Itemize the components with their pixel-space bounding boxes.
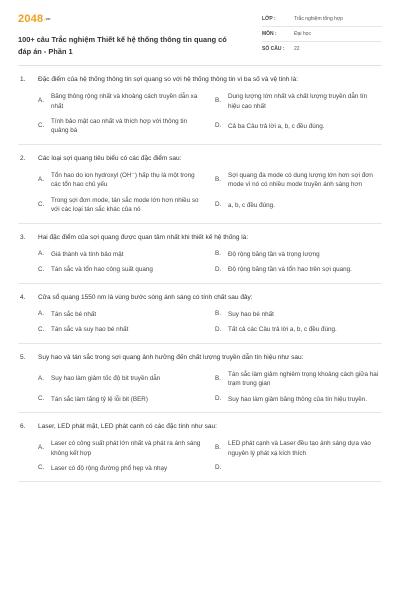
option-letter: B. (215, 310, 221, 318)
answer-options (20, 370, 380, 404)
question-number: 3. (20, 233, 26, 241)
logo-sub: .vn (44, 16, 51, 22)
document-header (18, 12, 382, 66)
answer-option[interactable] (215, 310, 380, 319)
option-letter: A. (38, 175, 44, 183)
option-letter: D. (215, 265, 222, 273)
option-letter: C. (38, 464, 45, 472)
option-text: LED phát cạnh và Laser đều tạo ánh sáng dựa vào nguyên lý phát xạ kích thích (228, 440, 371, 457)
answer-option[interactable] (215, 439, 380, 458)
option-text: Laser có công suất phát lớn nhất và phát ra ánh sáng không kết hợp (51, 440, 201, 457)
question-header (20, 293, 380, 302)
meta-box (262, 12, 382, 57)
logo-main: 2048 (18, 13, 44, 25)
option-letter: C. (38, 200, 45, 208)
question-number: 4. (20, 293, 26, 301)
option-text: Tính bảo mật cao nhất và thích hợp với thông tin quảng bá (51, 117, 188, 135)
header-left (18, 12, 238, 57)
question-header (20, 422, 380, 431)
question-text: Hai đặc điểm của sợi quang được quan tâm nhất khi thiết kế hệ thống là: (38, 233, 249, 241)
site-logo[interactable] (18, 12, 238, 27)
option-text: Tán sắc bé nhất (51, 310, 97, 318)
question-text: Cửa sổ quang 1550 nm là vùng bước sóng ánh sáng có tính chất sau đây: (38, 293, 253, 301)
option-text: Tán sắc và suy hao bé nhất (51, 326, 129, 334)
option-text: Sợi quang đa mode có dung lượng lớn hơn sợi đơn mode vì nó có nhiều mode truyền ánh sáng hơn (228, 171, 373, 189)
question-item (18, 145, 382, 224)
question-header (20, 353, 380, 362)
option-letter: A. (38, 374, 44, 382)
question-list (18, 66, 382, 482)
option-text: Giá thành và tính bảo mật (51, 250, 124, 258)
option-text: Suy hao làm giảm băng thông của tín hiệu truyền. (228, 395, 367, 403)
option-text: Độ rộng băng tần và trọng lượng (228, 250, 320, 258)
answer-option[interactable] (38, 117, 203, 136)
answer-option[interactable] (38, 250, 203, 259)
answer-options (20, 439, 380, 473)
answer-option[interactable] (215, 395, 380, 404)
question-item (18, 224, 382, 284)
option-text: a, b, c đều đúng. (228, 201, 275, 209)
answer-option[interactable] (215, 171, 380, 190)
option-text: Laser có độ rộng đường phổ hẹp và nhạy (51, 465, 168, 472)
meta-row-class (262, 12, 382, 27)
option-letter: A. (38, 444, 44, 452)
question-text: Các loại sợi quang tiêu biểu có các đặc điểm sau: (38, 154, 182, 162)
option-letter: C. (38, 122, 45, 129)
answer-option[interactable] (215, 250, 380, 259)
answer-option[interactable] (38, 171, 203, 190)
page-title: 100+ câu Trắc nghiệm Thiết kế hệ thống thông tin quang có đáp án - Phần 1 (18, 35, 227, 56)
option-text: Tổn hao do ion hydroxyl (OH⁻) hấp thụ là một trong các tổn hao chủ yếu (51, 171, 195, 189)
option-letter: B. (215, 97, 221, 105)
meta-value: Trắc nghiệm tổng hợp (294, 15, 343, 22)
question-header (20, 75, 380, 84)
answer-options (20, 310, 380, 335)
question-header (20, 154, 380, 163)
answer-option[interactable] (215, 265, 380, 274)
answer-option[interactable] (215, 196, 380, 215)
option-text: Tán sắc làm tăng tỷ lệ lỗi bit (BER) (51, 395, 148, 403)
option-letter: B. (215, 444, 221, 452)
option-text: Độ rộng băng tần và tổn hao trên sợi quang. (228, 266, 352, 274)
option-letter: D. (215, 325, 222, 333)
option-letter: D. (215, 200, 222, 208)
question-item (18, 284, 382, 344)
answer-option[interactable] (215, 325, 380, 334)
question-text: Đặc điểm của hệ thống thông tin sợi quang so với hệ thống thông tin vi ba số và vệ tinh là: (38, 76, 299, 83)
answer-options (20, 171, 380, 215)
meta-label: MÔN : (262, 30, 277, 37)
question-header (20, 233, 380, 242)
option-text: Suy hao bé nhất (228, 310, 274, 318)
option-letter: B. (215, 175, 221, 183)
answer-option[interactable] (215, 464, 380, 473)
option-letter: D. (215, 394, 222, 402)
meta-label: SỐ CÂU : (262, 46, 285, 52)
answer-option[interactable] (38, 265, 203, 274)
question-text: Suy hao và tán sắc trong sợi quang ảnh hưởng đến chất lượng truyền dẫn tín hiệu như sau: (38, 353, 304, 361)
meta-value: 22 (294, 46, 300, 52)
option-text: Băng thông rộng nhất và khoảng cách truyền dẫn xa nhất (51, 93, 198, 110)
answer-option[interactable] (38, 464, 203, 473)
option-letter: B. (215, 250, 221, 258)
answer-option[interactable] (38, 325, 203, 334)
answer-option[interactable] (38, 395, 203, 404)
answer-option[interactable] (38, 92, 203, 111)
question-item (18, 344, 382, 413)
meta-row-subject (262, 27, 382, 42)
answer-option[interactable] (38, 439, 203, 458)
question-number: 6. (20, 423, 26, 431)
answer-option[interactable] (38, 196, 203, 215)
option-text: Tán sắc làm giảm nghiêm trọng khoảng cách giữa hai trạm trung gian (228, 370, 379, 388)
option-text: Suy hao làm giảm tốc độ bit truyền dẫn (51, 375, 161, 383)
option-letter: D. (215, 464, 222, 472)
option-letter: A. (38, 97, 44, 105)
meta-label: LỚP : (262, 15, 276, 22)
meta-value: Đại học (294, 30, 311, 37)
option-text: Tất cả các Câu trả lời a, b, c đều đúng. (228, 326, 337, 334)
option-letter: A. (38, 250, 44, 258)
option-text: Trong sợi đơn mode, tán sắc mode lớn hơn nhiều so với các loại tán sắc khác của nó (51, 196, 199, 214)
answer-option[interactable] (215, 92, 380, 111)
option-letter: B. (215, 374, 221, 382)
option-text: Tán sắc và tổn hao công suất quang (51, 266, 153, 274)
question-number: 1. (20, 76, 26, 83)
option-letter: C. (38, 394, 45, 402)
answer-options (20, 92, 380, 136)
option-letter: C. (38, 325, 45, 333)
question-item (18, 66, 382, 145)
meta-row-count (262, 42, 382, 57)
option-letter: C. (38, 265, 45, 273)
question-item (18, 413, 382, 482)
answer-option[interactable] (215, 117, 380, 136)
answer-option[interactable] (215, 370, 380, 389)
option-letter: D. (215, 122, 222, 129)
answer-options (20, 250, 380, 275)
question-text: Laser, LED phát mặt, LED phát cạnh có các đặc tính như sau: (38, 423, 217, 431)
question-number: 2. (20, 154, 26, 162)
question-number: 5. (20, 353, 26, 361)
option-letter: A. (38, 310, 44, 318)
option-text: Dung lượng lớn nhất và chất lượng truyền dẫn tín hiệu cao nhất (228, 93, 368, 110)
answer-option[interactable] (38, 310, 203, 319)
answer-option[interactable] (38, 370, 203, 389)
option-text: Cả ba Câu trả lời a, b, c đều đúng. (228, 122, 325, 130)
